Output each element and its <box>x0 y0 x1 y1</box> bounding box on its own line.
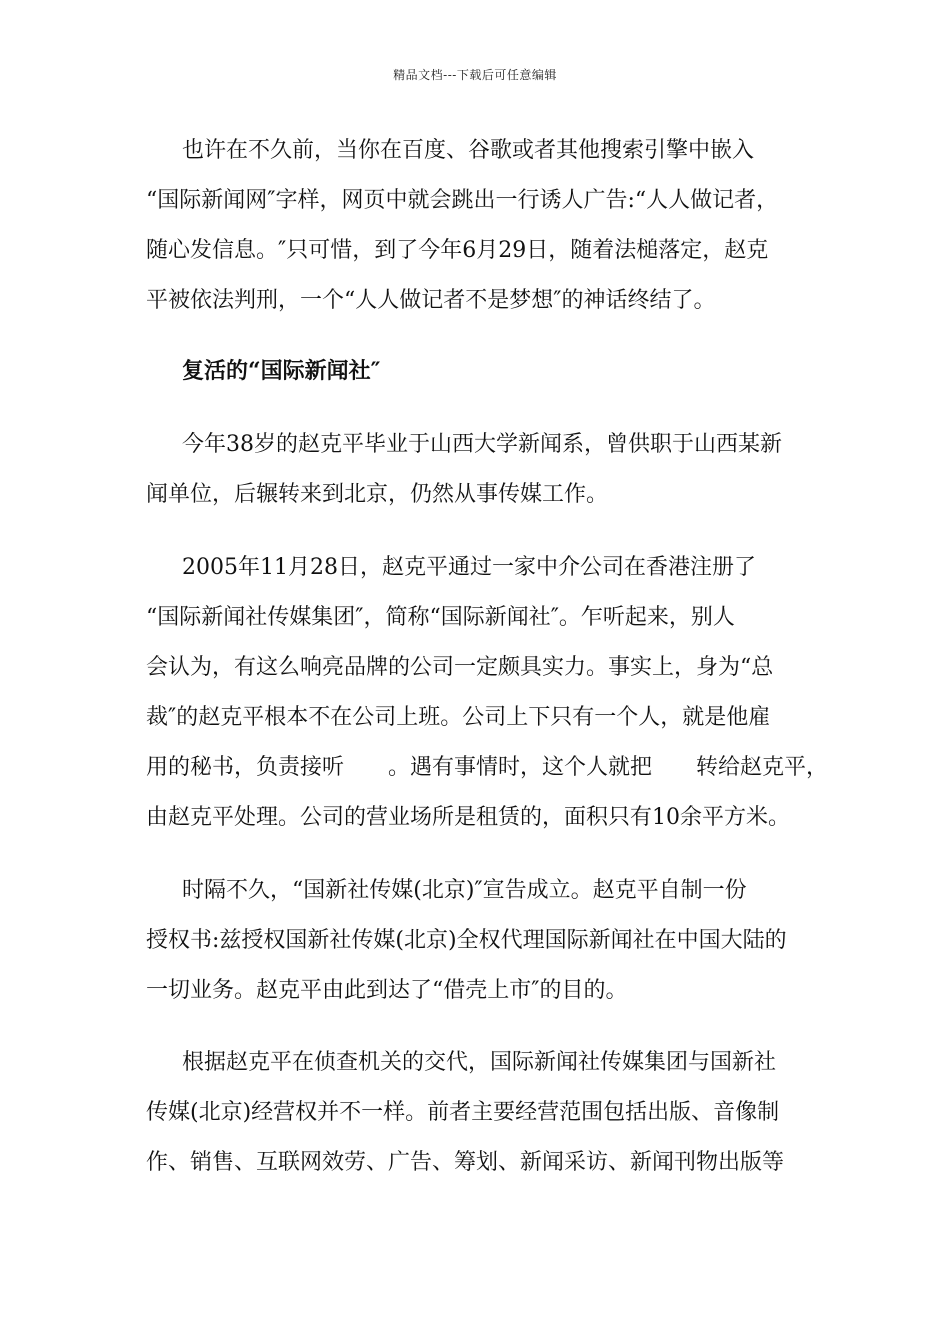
paragraph-3-line-3: 会认为，有这么响亮品牌的公司一定颇具实力。事实上，身为“总 <box>146 655 774 680</box>
paragraph-5-line-3: 作、销售、互联网效劳、广告、筹划、新闻采访、新闻刊物出版等 <box>146 1150 785 1175</box>
paragraph-3-line-4: 裁″的赵克平根本不在公司上班。公司上下只有一个人，就是他雇 <box>146 705 771 730</box>
paragraph-2-line-1: 今年38岁的赵克平毕业于山西大学新闻系，曾供职于山西某新 <box>182 432 782 457</box>
paragraph-3-line-2: “国际新闻社传媒集团″，简称“国际新闻社″。乍听起来，别人 <box>146 605 735 630</box>
paragraph-4-line-2: 授权书:兹授权国新社传媒(北京)全权代理国际新闻社在中国大陆的 <box>146 928 787 953</box>
paragraph-3-line-1: 2005年11月28日，赵克平通过一家中介公司在香港注册了 <box>182 555 756 580</box>
paragraph-1-line-4: 平被依法判刑，一个“人人做记者不是梦想″的神话终结了。 <box>146 288 716 313</box>
paragraph-3-line-6: 由赵克平处理。公司的营业场所是租赁的，面积只有10余平方米。 <box>146 805 790 830</box>
paragraph-4-line-1: 时隔不久，“国新社传媒(北京)″宣告成立。赵克平自制一份 <box>182 878 747 903</box>
paragraph-1-line-1: 也许在不久前，当你在百度、谷歌或者其他搜索引擎中嵌入 <box>182 138 755 163</box>
paragraph-5-line-1: 根据赵克平在侦查机关的交代，国际新闻社传媒集团与国新社 <box>182 1050 777 1075</box>
paragraph-3-line-5: 用的秘书，负责接听 。遇有事情时，这个人就把 转给赵克平， <box>146 755 829 780</box>
paragraph-2-line-2: 闻单位，后辗转来到北京，仍然从事传媒工作。 <box>146 482 609 507</box>
page-header: 精品文档---下载后可任意编辑 <box>393 68 557 82</box>
paragraph-1-line-2: “国际新闻网″字样，网页中就会跳出一行诱人广告:“人人做记者， <box>146 188 779 213</box>
paragraph-4-line-3: 一切业务。赵克平由此到达了“借壳上市″的目的。 <box>146 978 628 1003</box>
section-heading: 复活的“国际新闻社″ <box>182 358 381 384</box>
paragraph-1-line-3: 随心发信息。″只可惜，到了今年6月29日，随着法槌落定，赵克 <box>146 238 769 263</box>
paragraph-5-line-2: 传媒(北京)经营权并不一样。前者主要经营范围包括出版、音像制 <box>146 1100 780 1125</box>
